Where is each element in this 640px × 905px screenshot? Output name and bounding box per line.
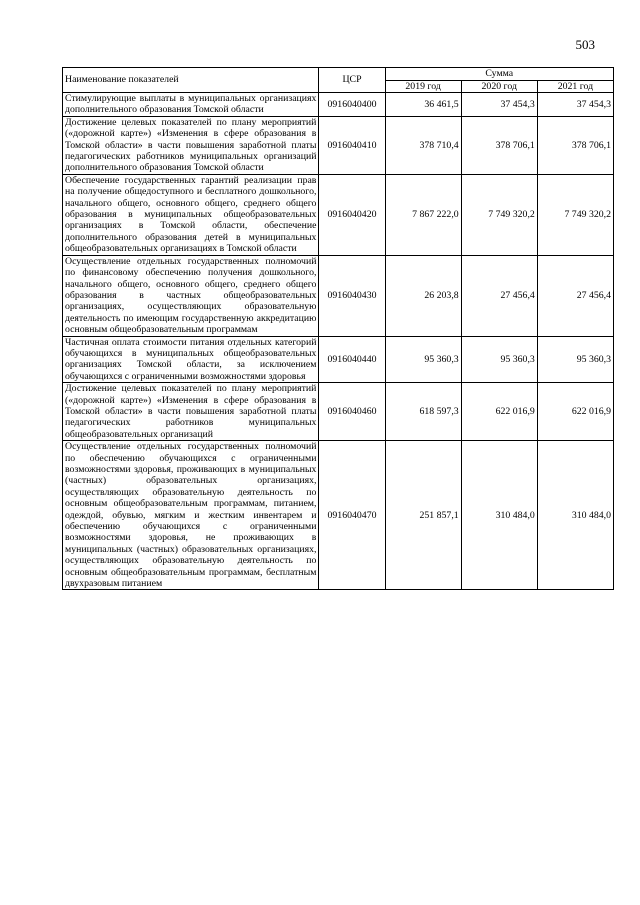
row-value-2020: 27 456,4 (461, 255, 537, 336)
table-row (63, 93, 614, 117)
header-year-2020: 2020 год (461, 80, 537, 93)
page-number: 503 (575, 37, 595, 52)
budget-table (62, 67, 614, 590)
row-name: Обеспечение государственных гарантий реализации прав на получение общедоступного и бесплатного дошкольного, начального общего, основного общего, среднего общего образования в муниципальных общеобразовательных организациях в Томской области, обеспечение дополнительного образования детей в муниципальных общеобразовательных организациях в Томской области (63, 174, 319, 255)
row-value-2020: 95 360,3 (461, 336, 537, 383)
row-value-2020: 622 016,9 (461, 383, 537, 441)
row-value-2019: 26 203,8 (385, 255, 461, 336)
table-row (63, 441, 614, 590)
table-row (63, 116, 614, 174)
table-row (63, 255, 614, 336)
row-value-2020: 7 749 320,2 (461, 174, 537, 255)
header-year-2021: 2021 год (537, 80, 613, 93)
row-value-2020: 378 706,1 (461, 116, 537, 174)
row-value-2021: 95 360,3 (537, 336, 613, 383)
row-value-2021: 378 706,1 (537, 116, 613, 174)
row-csr: 0916040400 (319, 93, 385, 117)
row-name: Осуществление отдельных государственных полномочий по финансовому обеспечению получения дошкольного, начального общего, основного общего, среднего общего образования в частных общеобразовательных организациях, осуществляющих образовательную деятельность по имеющим государственную аккредитацию основным общеобразовательным программам (63, 255, 319, 336)
header-name: Наименование показателей (63, 68, 319, 93)
row-value-2021: 622 016,9 (537, 383, 613, 441)
row-csr: 0916040420 (319, 174, 385, 255)
row-value-2021: 310 484,0 (537, 441, 613, 590)
row-name: Частичная оплата стоимости питания отдельных категорий обучающихся в муниципальных общеобразовательных организациях Томской области, за исключением обучающихся с ограниченными возможностями здоровья (63, 336, 319, 383)
row-name: Достижение целевых показателей по плану мероприятий («дорожной карте») «Изменения в сфере образования в Томской области» в части повышения заработной платы педагогических работников муниципальных организаций дополнительного образования Томской области (63, 116, 319, 174)
row-csr: 0916040440 (319, 336, 385, 383)
row-value-2019: 95 360,3 (385, 336, 461, 383)
row-value-2021: 7 749 320,2 (537, 174, 613, 255)
row-csr: 0916040460 (319, 383, 385, 441)
row-csr: 0916040470 (319, 441, 385, 590)
row-name: Осуществление отдельных государственных полномочий по обеспечению обучающихся с ограниченными возможностями здоровья, проживающих в муниципальных (частных) образовательных организациях, осуществляющих образовательную деятельность по основным общеобразовательным программам, питанием, одеждой, обувью, мягким и жестким инвентарем и обеспечению обучающихся с ограниченными возможностями здоровья, не проживающих в муниципальных (частных) образовательных организациях, осуществляющих образовательную деятельность по основным общеобразовательным программам, бесплатным двухразовым питанием (63, 441, 319, 590)
table-row (63, 174, 614, 255)
row-name: Достижение целевых показателей по плану мероприятий («дорожной карте») «Изменения в сфере образования в Томской области» в части повышения заработной платы педагогических работников муниципальных общеобразовательных организаций (63, 383, 319, 441)
row-value-2021: 37 454,3 (537, 93, 613, 117)
header-csr: ЦСР (319, 68, 385, 93)
row-csr: 0916040430 (319, 255, 385, 336)
table-header (63, 68, 614, 93)
header-year-2019: 2019 год (385, 80, 461, 93)
row-value-2019: 7 867 222,0 (385, 174, 461, 255)
row-name: Стимулирующие выплаты в муниципальных организациях дополнительного образования Томской области (63, 93, 319, 117)
row-csr: 0916040410 (319, 116, 385, 174)
row-value-2019: 618 597,3 (385, 383, 461, 441)
table-row (63, 383, 614, 441)
row-value-2020: 310 484,0 (461, 441, 537, 590)
row-value-2020: 37 454,3 (461, 93, 537, 117)
row-value-2019: 251 857,1 (385, 441, 461, 590)
row-value-2019: 36 461,5 (385, 93, 461, 117)
row-value-2019: 378 710,4 (385, 116, 461, 174)
row-value-2021: 27 456,4 (537, 255, 613, 336)
table-row (63, 336, 614, 383)
header-sum: Сумма (385, 68, 613, 81)
